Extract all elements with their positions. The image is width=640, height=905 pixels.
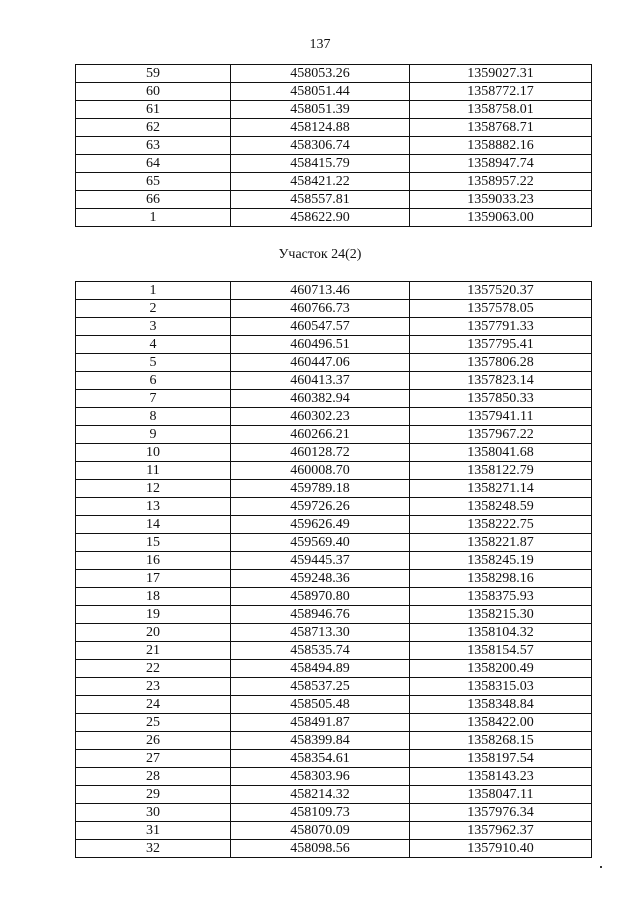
page-number: 137 <box>309 37 331 52</box>
table-row <box>76 696 592 714</box>
y-coordinate-cell: 1357520.37 <box>410 282 592 300</box>
point-number-cell: 14 <box>76 516 231 534</box>
x-coordinate-cell: 459248.36 <box>231 570 410 588</box>
y-coordinate-cell: 1358200.49 <box>410 660 592 678</box>
point-number-cell: 26 <box>76 732 231 750</box>
y-coordinate-cell: 1358298.16 <box>410 570 592 588</box>
table-row <box>76 714 592 732</box>
table-row <box>76 426 592 444</box>
x-coordinate-cell: 458946.76 <box>231 606 410 624</box>
point-number-cell: 63 <box>76 137 231 155</box>
x-coordinate-cell: 460266.21 <box>231 426 410 444</box>
point-number-cell: 62 <box>76 119 231 137</box>
scan-artifact <box>600 866 602 868</box>
point-number-cell: 6 <box>76 372 231 390</box>
y-coordinate-cell: 1359063.00 <box>410 209 592 227</box>
point-number-cell: 22 <box>76 660 231 678</box>
y-coordinate-cell: 1358772.17 <box>410 83 592 101</box>
x-coordinate-cell: 458051.39 <box>231 101 410 119</box>
table-row <box>76 209 592 227</box>
x-coordinate-cell: 458306.74 <box>231 137 410 155</box>
y-coordinate-cell: 1358248.59 <box>410 498 592 516</box>
table-row <box>76 282 592 300</box>
table-row <box>76 300 592 318</box>
point-number-cell: 24 <box>76 696 231 714</box>
table-row <box>76 318 592 336</box>
x-coordinate-cell: 458109.73 <box>231 804 410 822</box>
point-number-cell: 16 <box>76 552 231 570</box>
table-row <box>76 786 592 804</box>
point-number-cell: 61 <box>76 101 231 119</box>
point-number-cell: 65 <box>76 173 231 191</box>
table-row <box>76 137 592 155</box>
y-coordinate-cell: 1357578.05 <box>410 300 592 318</box>
y-coordinate-cell: 1358221.87 <box>410 534 592 552</box>
table-row <box>76 119 592 137</box>
table-row <box>76 101 592 119</box>
point-number-cell: 8 <box>76 408 231 426</box>
table-row <box>76 822 592 840</box>
x-coordinate-cell: 458098.56 <box>231 840 410 858</box>
x-coordinate-cell: 458354.61 <box>231 750 410 768</box>
point-number-cell: 19 <box>76 606 231 624</box>
point-number-cell: 9 <box>76 426 231 444</box>
y-coordinate-cell: 1357850.33 <box>410 390 592 408</box>
y-coordinate-cell: 1358422.00 <box>410 714 592 732</box>
table-row <box>76 65 592 83</box>
y-coordinate-cell: 1358957.22 <box>410 173 592 191</box>
x-coordinate-cell: 458491.87 <box>231 714 410 732</box>
x-coordinate-cell: 458421.22 <box>231 173 410 191</box>
x-coordinate-cell: 458970.80 <box>231 588 410 606</box>
point-number-cell: 30 <box>76 804 231 822</box>
point-number-cell: 18 <box>76 588 231 606</box>
x-coordinate-cell: 460382.94 <box>231 390 410 408</box>
y-coordinate-cell: 1359033.23 <box>410 191 592 209</box>
x-coordinate-cell: 458124.88 <box>231 119 410 137</box>
y-coordinate-cell: 1358271.14 <box>410 480 592 498</box>
y-coordinate-cell: 1358268.15 <box>410 732 592 750</box>
point-number-cell: 32 <box>76 840 231 858</box>
x-coordinate-cell: 460008.70 <box>231 462 410 480</box>
point-number-cell: 15 <box>76 534 231 552</box>
point-number-cell: 66 <box>76 191 231 209</box>
table-body <box>76 65 592 227</box>
x-coordinate-cell: 458053.26 <box>231 65 410 83</box>
table-row <box>76 498 592 516</box>
x-coordinate-cell: 459445.37 <box>231 552 410 570</box>
point-number-cell: 5 <box>76 354 231 372</box>
x-coordinate-cell: 458214.32 <box>231 786 410 804</box>
table-row <box>76 534 592 552</box>
table-row <box>76 660 592 678</box>
table-row <box>76 444 592 462</box>
point-number-cell: 20 <box>76 624 231 642</box>
x-coordinate-cell: 460713.46 <box>231 282 410 300</box>
x-coordinate-cell: 460302.23 <box>231 408 410 426</box>
table-row <box>76 516 592 534</box>
x-coordinate-cell: 458505.48 <box>231 696 410 714</box>
point-number-cell: 4 <box>76 336 231 354</box>
table-row <box>76 606 592 624</box>
table-row <box>76 173 592 191</box>
point-number-cell: 21 <box>76 642 231 660</box>
table-row <box>76 155 592 173</box>
table-row <box>76 642 592 660</box>
point-number-cell: 64 <box>76 155 231 173</box>
table-row <box>76 408 592 426</box>
table-row <box>76 83 592 101</box>
point-number-cell: 1 <box>76 282 231 300</box>
x-coordinate-cell: 459626.49 <box>231 516 410 534</box>
table-row <box>76 768 592 786</box>
table-row <box>76 462 592 480</box>
table-row <box>76 354 592 372</box>
table-row <box>76 191 592 209</box>
y-coordinate-cell: 1358104.32 <box>410 624 592 642</box>
table-row <box>76 750 592 768</box>
section-title: Участок 24(2) <box>278 247 362 262</box>
x-coordinate-cell: 458537.25 <box>231 678 410 696</box>
point-number-cell: 29 <box>76 786 231 804</box>
table-row <box>76 804 592 822</box>
y-coordinate-cell: 1358375.93 <box>410 588 592 606</box>
point-number-cell: 1 <box>76 209 231 227</box>
y-coordinate-cell: 1358245.19 <box>410 552 592 570</box>
table-body <box>76 282 592 858</box>
y-coordinate-cell: 1357823.14 <box>410 372 592 390</box>
coordinates-table-top <box>75 64 592 227</box>
x-coordinate-cell: 459569.40 <box>231 534 410 552</box>
y-coordinate-cell: 1357941.11 <box>410 408 592 426</box>
point-number-cell: 27 <box>76 750 231 768</box>
point-number-cell: 59 <box>76 65 231 83</box>
point-number-cell: 10 <box>76 444 231 462</box>
x-coordinate-cell: 458303.96 <box>231 768 410 786</box>
x-coordinate-cell: 458713.30 <box>231 624 410 642</box>
x-coordinate-cell: 458494.89 <box>231 660 410 678</box>
y-coordinate-cell: 1358143.23 <box>410 768 592 786</box>
point-number-cell: 60 <box>76 83 231 101</box>
y-coordinate-cell: 1358197.54 <box>410 750 592 768</box>
y-coordinate-cell: 1358215.30 <box>410 606 592 624</box>
table-row <box>76 624 592 642</box>
point-number-cell: 7 <box>76 390 231 408</box>
table-row <box>76 588 592 606</box>
x-coordinate-cell: 458399.84 <box>231 732 410 750</box>
table-row <box>76 552 592 570</box>
y-coordinate-cell: 1358122.79 <box>410 462 592 480</box>
point-number-cell: 3 <box>76 318 231 336</box>
x-coordinate-cell: 458051.44 <box>231 83 410 101</box>
table-row <box>76 570 592 588</box>
y-coordinate-cell: 1358882.16 <box>410 137 592 155</box>
x-coordinate-cell: 460766.73 <box>231 300 410 318</box>
point-number-cell: 25 <box>76 714 231 732</box>
y-coordinate-cell: 1358222.75 <box>410 516 592 534</box>
x-coordinate-cell: 459726.26 <box>231 498 410 516</box>
table-row <box>76 678 592 696</box>
table-row <box>76 840 592 858</box>
x-coordinate-cell: 458070.09 <box>231 822 410 840</box>
x-coordinate-cell: 458415.79 <box>231 155 410 173</box>
x-coordinate-cell: 460547.57 <box>231 318 410 336</box>
y-coordinate-cell: 1358348.84 <box>410 696 592 714</box>
point-number-cell: 17 <box>76 570 231 588</box>
y-coordinate-cell: 1357967.22 <box>410 426 592 444</box>
y-coordinate-cell: 1358758.01 <box>410 101 592 119</box>
y-coordinate-cell: 1357976.34 <box>410 804 592 822</box>
y-coordinate-cell: 1357910.40 <box>410 840 592 858</box>
y-coordinate-cell: 1358947.74 <box>410 155 592 173</box>
point-number-cell: 28 <box>76 768 231 786</box>
y-coordinate-cell: 1358315.03 <box>410 678 592 696</box>
table-row <box>76 480 592 498</box>
x-coordinate-cell: 460496.51 <box>231 336 410 354</box>
x-coordinate-cell: 459789.18 <box>231 480 410 498</box>
y-coordinate-cell: 1358768.71 <box>410 119 592 137</box>
x-coordinate-cell: 460447.06 <box>231 354 410 372</box>
x-coordinate-cell: 460413.37 <box>231 372 410 390</box>
table-row <box>76 390 592 408</box>
table-row <box>76 732 592 750</box>
y-coordinate-cell: 1358041.68 <box>410 444 592 462</box>
x-coordinate-cell: 460128.72 <box>231 444 410 462</box>
point-number-cell: 2 <box>76 300 231 318</box>
y-coordinate-cell: 1359027.31 <box>410 65 592 83</box>
x-coordinate-cell: 458622.90 <box>231 209 410 227</box>
point-number-cell: 23 <box>76 678 231 696</box>
table-row <box>76 372 592 390</box>
point-number-cell: 13 <box>76 498 231 516</box>
x-coordinate-cell: 458557.81 <box>231 191 410 209</box>
y-coordinate-cell: 1357962.37 <box>410 822 592 840</box>
point-number-cell: 31 <box>76 822 231 840</box>
y-coordinate-cell: 1357795.41 <box>410 336 592 354</box>
coordinates-table-section-24-2 <box>75 281 592 858</box>
table-row <box>76 336 592 354</box>
x-coordinate-cell: 458535.74 <box>231 642 410 660</box>
point-number-cell: 11 <box>76 462 231 480</box>
point-number-cell: 12 <box>76 480 231 498</box>
y-coordinate-cell: 1357791.33 <box>410 318 592 336</box>
y-coordinate-cell: 1358154.57 <box>410 642 592 660</box>
y-coordinate-cell: 1358047.11 <box>410 786 592 804</box>
y-coordinate-cell: 1357806.28 <box>410 354 592 372</box>
